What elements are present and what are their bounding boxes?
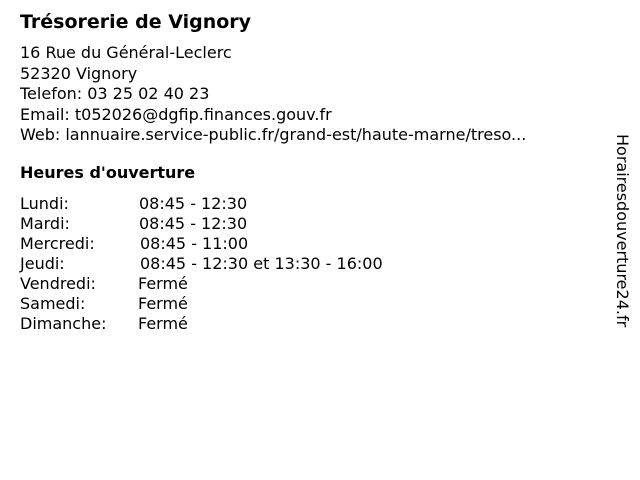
city-postcode: 52320 Vignory — [20, 63, 138, 83]
day-hours: 08:45 - 11:00 — [140, 234, 249, 253]
day-label: Jeudi: — [20, 254, 65, 273]
hours-heading: Heures d'ouverture — [20, 163, 196, 182]
website-link[interactable]: Web: lannuaire.service-public.fr/grand-est/haute-marne/treso... — [20, 125, 527, 144]
day-label: Mercredi: — [20, 234, 95, 253]
contact-info — [20, 43, 526, 146]
street-address: 16 Rue du Général-Leclerc — [20, 43, 232, 62]
day-hours: Fermé — [138, 294, 188, 313]
page-title: Trésorerie de Vignory — [20, 11, 252, 33]
day-label: Mardi: — [20, 214, 70, 233]
day-hours: 08:45 - 12:30 et 13:30 - 16:00 — [140, 254, 383, 273]
phone-number: Telefon: 03 25 02 40 23 — [20, 84, 210, 103]
day-label: Dimanche: — [20, 314, 107, 333]
site-watermark: Horairesdouverture24.fr — [613, 134, 632, 328]
day-hours: 08:45 - 12:30 — [139, 194, 248, 213]
day-label: Samedi: — [20, 294, 86, 313]
day-label: Vendredi: — [20, 274, 96, 293]
email-address: Email: t052026@dgfip.finances.gouv.fr — [20, 104, 332, 124]
day-label: Lundi: — [20, 194, 69, 213]
day-hours: 08:45 - 12:30 — [139, 214, 248, 233]
day-hours: Fermé — [138, 314, 188, 333]
day-hours: Fermé — [138, 274, 188, 293]
